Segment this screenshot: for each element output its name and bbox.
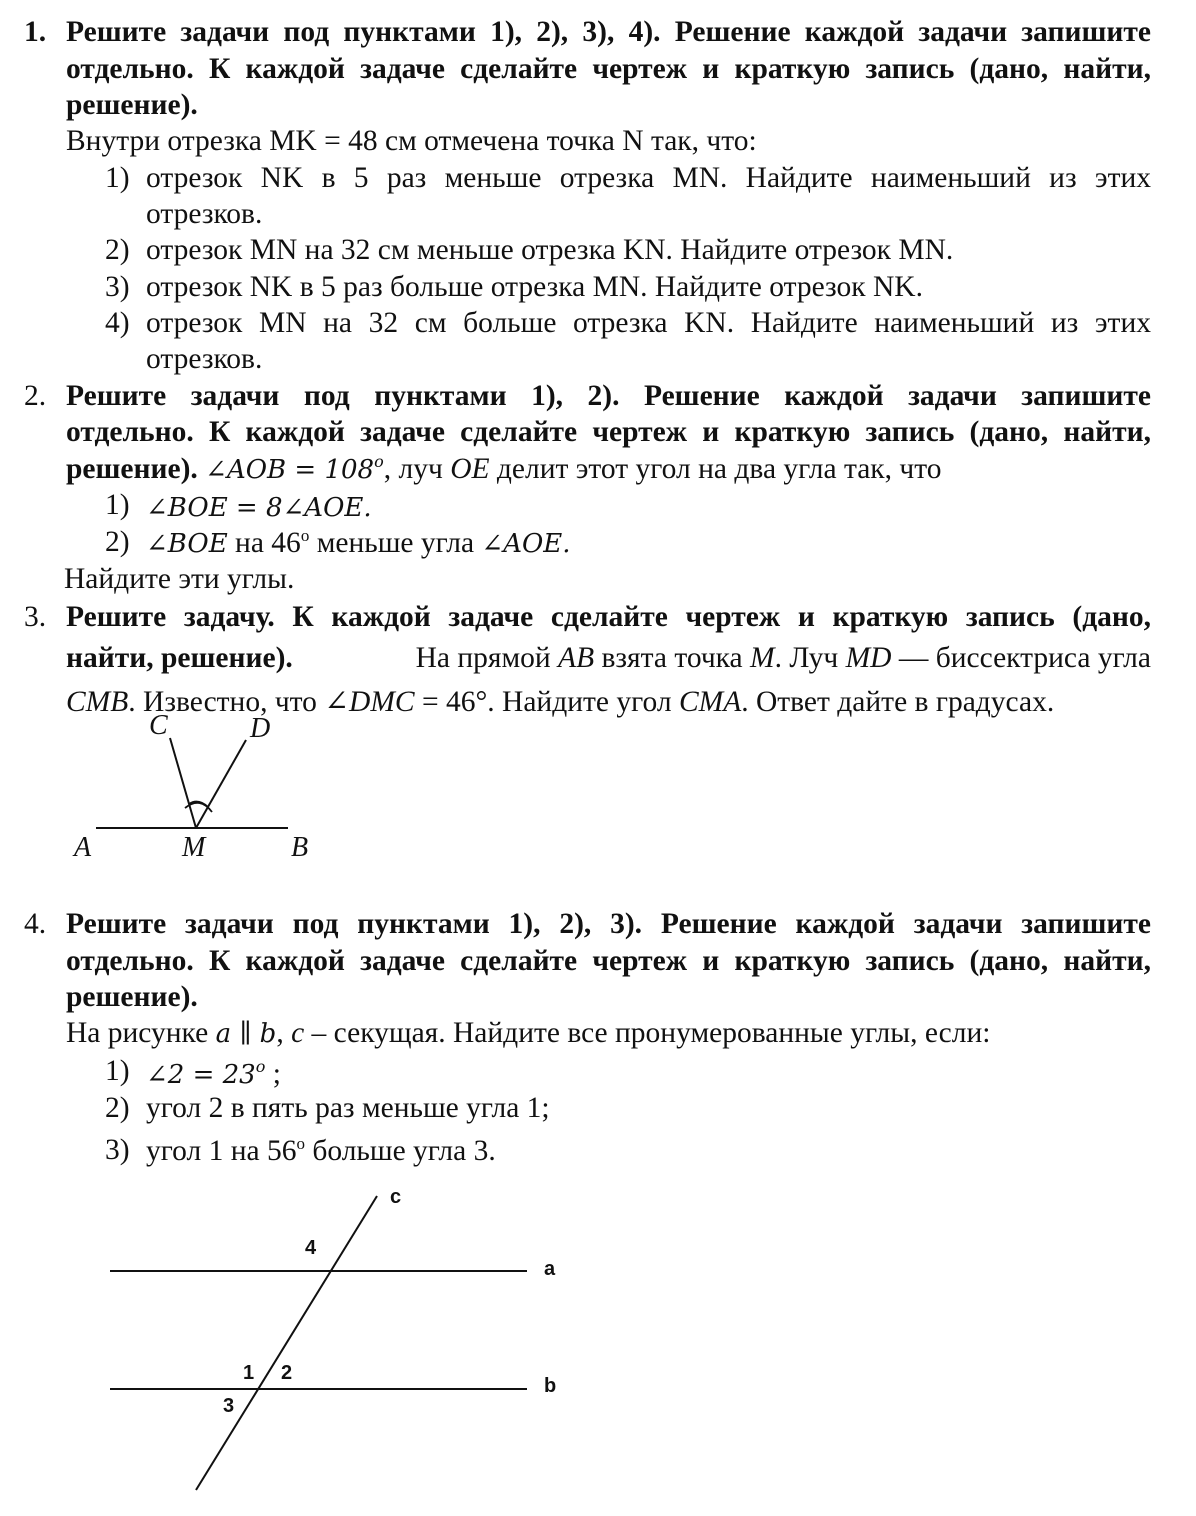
line-ab: AB bbox=[558, 642, 595, 674]
task-intro bbox=[66, 1017, 990, 1050]
heading-bold-part: найти, решение). bbox=[66, 642, 293, 674]
angle-cmb: CMB bbox=[66, 686, 129, 718]
angle-equation: ∠BOE = 8∠AOE. bbox=[146, 493, 372, 523]
text: – секущая. Найдите все пронумерованные углы, если: bbox=[304, 1017, 991, 1049]
text: угол 1 на 56 bbox=[146, 1134, 297, 1167]
label-m: M bbox=[182, 832, 206, 863]
task-number: 1. bbox=[24, 16, 47, 48]
point-m: M bbox=[750, 642, 775, 674]
item-text bbox=[146, 1057, 281, 1091]
text: На рисунке bbox=[66, 1017, 216, 1049]
text: меньше угла bbox=[309, 526, 482, 559]
task-heading-line: отдельно. К каждой задаче сделайте чертеж и краткую запись (дано, найти, bbox=[66, 416, 1151, 448]
task-number: 4. bbox=[24, 908, 47, 940]
transversal-c bbox=[196, 1196, 377, 1490]
text: = 46°. Найдите угол bbox=[414, 686, 679, 718]
item-number: 1) bbox=[105, 162, 130, 194]
angle-label-3: 3 bbox=[223, 1395, 235, 1417]
text: ; bbox=[265, 1057, 281, 1090]
item-text: угол 2 в пять раз меньше угла 1; bbox=[146, 1092, 550, 1124]
item-number: 2) bbox=[105, 234, 130, 266]
degree-sup: o bbox=[255, 1057, 266, 1076]
text: . Луч bbox=[774, 642, 846, 674]
angle-dmc: DMC bbox=[349, 686, 415, 718]
task-heading-line: Решите задачу. К каждой задаче сделайте чертеж и краткую запись (дано, bbox=[66, 601, 1151, 633]
item-number: 1) bbox=[105, 489, 130, 521]
text: . Ответ дайте в градусах. bbox=[741, 686, 1055, 718]
task-footer: Найдите эти углы. bbox=[64, 563, 295, 595]
ray-oe: OE bbox=[450, 452, 490, 485]
item-text: отрезок MN на 32 см меньше отрезка KN. Найдите отрезок MN. bbox=[146, 234, 954, 266]
task-number: 2. bbox=[24, 380, 47, 412]
task-heading-line: решение). bbox=[66, 981, 198, 1013]
task-heading-line: отдельно. К каждой задаче сделайте чертеж и краткую запись (дано, найти, bbox=[66, 53, 1151, 85]
heading-bold-part: решение). bbox=[66, 452, 198, 485]
text: делит этот угол на два угла так, что bbox=[489, 452, 942, 485]
task-heading-line bbox=[66, 642, 1151, 675]
degree-sup: o bbox=[300, 526, 310, 545]
angle-label-1: 1 bbox=[243, 1362, 255, 1384]
degree-sup: o bbox=[374, 452, 384, 471]
text bbox=[416, 642, 1151, 675]
item-number: 3) bbox=[105, 271, 130, 303]
angle-label-2: 2 bbox=[281, 1362, 293, 1384]
item-text: отрезок NK в 5 раз больше отрезка MN. Найдите отрезок NK. bbox=[146, 271, 923, 303]
angle-boe: ∠BOE bbox=[146, 528, 228, 559]
task-heading-line: отдельно. К каждой задаче сделайте чертеж и краткую запись (дано, найти, bbox=[66, 945, 1151, 977]
item-number: 2) bbox=[105, 526, 130, 558]
item-text bbox=[146, 1134, 496, 1168]
item-text: отрезков. bbox=[146, 198, 263, 230]
item-text: отрезков. bbox=[146, 343, 263, 375]
ray-md: MD bbox=[845, 642, 892, 674]
text: На прямой bbox=[415, 642, 559, 674]
ray-mc bbox=[170, 738, 196, 828]
task-intro: Внутри отрезка MK = 48 см отмечена точка N так, что: bbox=[66, 125, 757, 157]
task-heading-line: Решите задачи под пунктами 1), 2), 3). Решение каждой задачи запишите bbox=[66, 908, 1151, 940]
angle-aob: ∠AOB = 108 bbox=[205, 454, 375, 485]
item-number: 3) bbox=[105, 1134, 130, 1166]
label-b: b bbox=[544, 1375, 557, 1397]
item-text bbox=[146, 491, 372, 524]
item-text: отрезок NK в 5 раз меньше отрезка MN. Найдите наименьший из этих bbox=[146, 162, 1151, 194]
item-number: 1) bbox=[105, 1055, 130, 1087]
task-heading-line bbox=[66, 452, 941, 486]
task-heading-line: решение). bbox=[66, 89, 198, 121]
label-a: a bbox=[544, 1258, 556, 1280]
angle-aoe: ∠AOE. bbox=[481, 528, 571, 559]
text: — биссектриса угла bbox=[891, 642, 1151, 674]
text: . Известно, что ∠ bbox=[128, 686, 350, 718]
text: взята точка bbox=[594, 642, 751, 674]
ray-md bbox=[196, 740, 246, 828]
item-number: 4) bbox=[105, 307, 130, 339]
secant-c: c bbox=[291, 1017, 305, 1049]
item-text: отрезок MN на 32 см больше отрезка KN. Найдите наименьший из этих bbox=[146, 307, 1151, 339]
angle-equation: ∠2 = 23 bbox=[146, 1059, 256, 1090]
angle-label-4: 4 bbox=[305, 1237, 317, 1259]
label-c: C bbox=[149, 710, 168, 741]
label-d: D bbox=[250, 713, 271, 744]
task-heading-line: Решите задачи под пунктами 1), 2), 3), 4). Решение каждой задачи запишите bbox=[66, 16, 1151, 48]
label-a: A bbox=[74, 832, 92, 863]
degree-sup: o bbox=[296, 1134, 305, 1153]
task-heading-line: Решите задачи под пунктами 1), 2). Решение каждой задачи запишите bbox=[66, 380, 1151, 412]
item-text bbox=[146, 526, 571, 560]
label-b: B bbox=[291, 832, 309, 863]
text: на 46 bbox=[227, 526, 301, 559]
text: больше угла 3. bbox=[304, 1134, 496, 1167]
text: , bbox=[276, 1017, 292, 1049]
text: , луч bbox=[383, 452, 451, 485]
parallel-lines-figure bbox=[0, 1180, 600, 1500]
label-c: c bbox=[390, 1186, 402, 1208]
angle-cma: CMA bbox=[678, 686, 742, 718]
parallel-notation: a ∥ b bbox=[215, 1019, 277, 1049]
item-number: 2) bbox=[105, 1092, 130, 1124]
task-number: 3. bbox=[24, 601, 47, 633]
